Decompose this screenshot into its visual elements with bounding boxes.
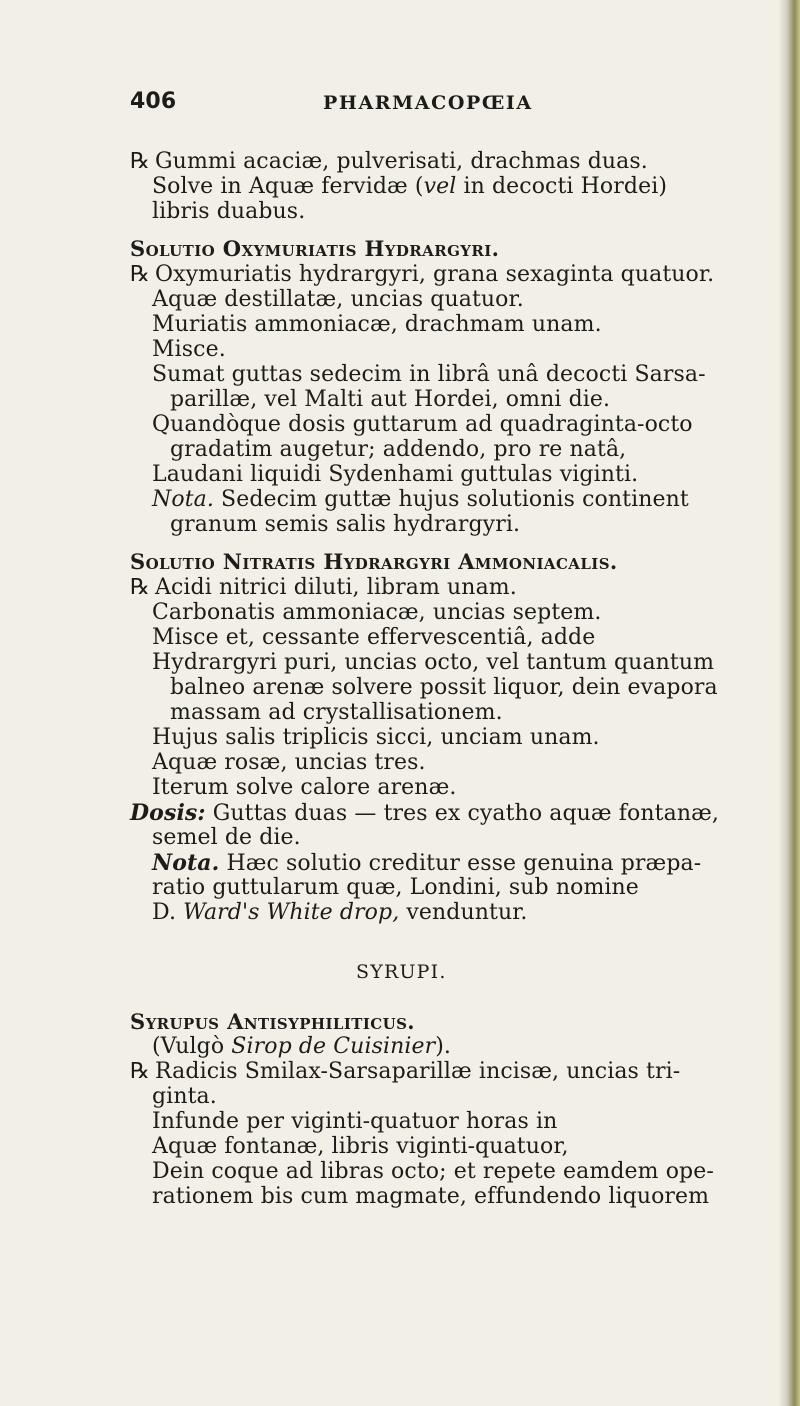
running-head: PHARMACOPŒIA (323, 92, 533, 114)
text-line: Gummi acaciæ, pulverisati, drachmas duas. (155, 149, 648, 174)
text-line: Dosis: Guttas duas — tres ex cyatho aquæ fontanæ, (130, 800, 719, 826)
text-line: D. Ward's White drop, venduntur. (152, 900, 528, 925)
text-line: Acidi nitrici diluti, libram unam. (155, 575, 517, 600)
text-line: ginta. (152, 1084, 217, 1109)
text-line: Sumat guttas sedecim in librâ unâ decocti Sarsa- (152, 362, 706, 387)
section-heading: Solutio Oxymuriatis Hydrargyri. (130, 236, 500, 261)
text-line: ratio guttularum quæ, Londini, sub nomine (152, 875, 639, 900)
text-line: Nota. Hæc solutio creditur esse genuina præpa- (152, 850, 702, 876)
text-line: Infunde per viginti-quatuor horas in (152, 1109, 558, 1134)
text-line: Laudani liquidi Sydenhami guttulas viginti. (152, 462, 639, 487)
text-line: massam ad crystallisationem. (170, 700, 503, 725)
page-number: 406 (130, 89, 177, 114)
text-line: Carbonatis ammoniacæ, uncias septem. (152, 600, 602, 625)
text-line: Nota. Sedecim guttæ hujus solutionis continent (152, 487, 689, 512)
text-line: granum semis salis hydrargyri. (170, 512, 521, 537)
text-line: semel de die. (152, 825, 301, 850)
text-line: Misce. (152, 337, 226, 362)
text-line: Radicis Smilax-Sarsaparillæ incisæ, uncias tri- (155, 1059, 681, 1084)
text-line: rationem bis cum magmate, effundendo liquorem (152, 1184, 710, 1209)
rx-symbol: ℞ (130, 1059, 150, 1084)
text-line: Muriatis ammoniacæ, drachmam unam. (152, 312, 602, 337)
text-line: gradatim augetur; addendo, pro re natâ, (170, 437, 627, 462)
text-line: balneo arenæ solvere possit liquor, dein evapora (170, 675, 718, 700)
rx-symbol: ℞ (130, 149, 150, 174)
text-line: Dein coque ad libras octo; et repete eamdem ope- (152, 1159, 714, 1184)
text-line: Solve in Aquæ fervidæ (vel in decocti Hordei) (152, 174, 668, 199)
text-line: libris duabus. (152, 199, 306, 224)
rx-symbol: ℞ (130, 575, 150, 600)
text-line: Quandòque dosis guttarum ad quadraginta-octo (152, 412, 693, 437)
text-line: parillæ, vel Malti aut Hordei, omni die. (170, 387, 611, 412)
section-heading: Solutio Nitratis Hydrargyri Ammoniacalis. (130, 549, 618, 574)
text-line: Hujus salis triplicis sicci, unciam unam. (152, 725, 600, 750)
section-heading: SYRUPI. (356, 961, 447, 983)
text-line: Aquæ fontanæ, libris viginti-quatuor, (152, 1134, 569, 1159)
text-line: Aquæ rosæ, uncias tres. (152, 750, 426, 775)
text-line: Hydrargyri puri, uncias octo, vel tantum quantum (152, 650, 715, 675)
text-line: (Vulgò Sirop de Cuisinier). (152, 1034, 452, 1059)
text-line: Aquæ destillatæ, uncias quatuor. (152, 287, 524, 312)
text-line: Oxymuriatis hydrargyri, grana sexaginta quatuor. (155, 262, 715, 287)
text-line: Misce et, cessante effervescentiâ, adde (152, 625, 596, 650)
rx-symbol: ℞ (130, 262, 150, 287)
section-heading: Syrupus Antisyphiliticus. (130, 1009, 416, 1034)
text-line: Iterum solve calore arenæ. (152, 775, 457, 800)
